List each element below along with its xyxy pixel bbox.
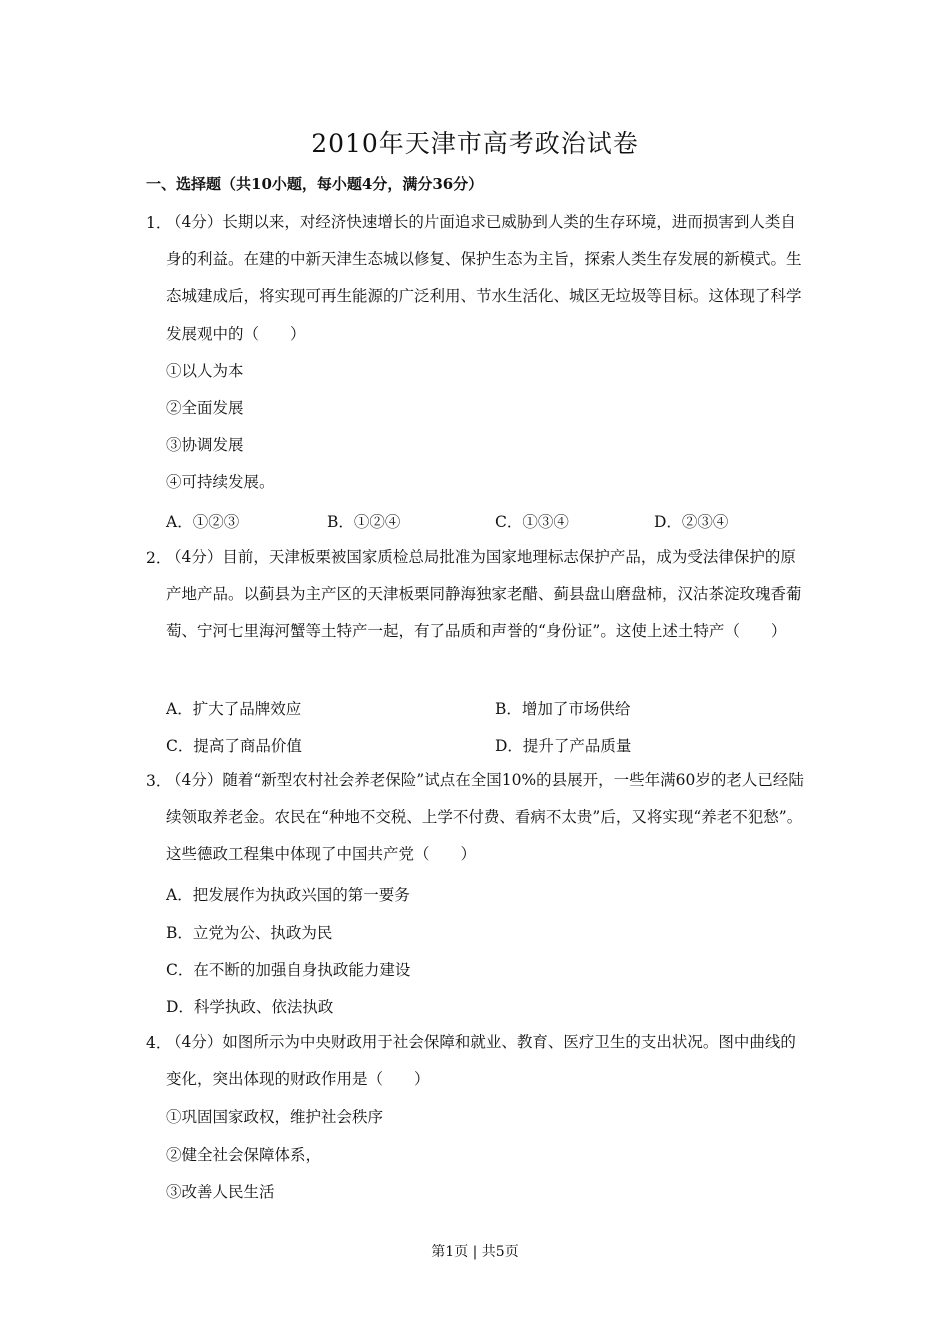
answer-option-b: B．立党为公、执政为民 bbox=[166, 924, 333, 942]
answer-option-a: A．①②③ bbox=[166, 513, 240, 531]
question-number: 2． bbox=[146, 549, 172, 567]
question-number: 3． bbox=[146, 772, 172, 790]
answer-option-c: C．①③④ bbox=[495, 513, 569, 531]
statement-item: ③协调发展 bbox=[166, 436, 244, 454]
question-text: （4分）目前，天津板栗被国家质检总局批准为国家地理标志保护产品，成为受法律保护的原产地产品。以蓟县为主产区的天津板栗同静海独家老醋、蓟县盘山磨盘柿，汉沽茶淀玫瑰香葡萄、宁河七里海河蟹等土特产一起，有了品质和声誉的“身份证”。这使上述土特产（ ） bbox=[166, 548, 802, 641]
answer-option-d: D．②③④ bbox=[654, 513, 729, 531]
page-title: 2010年天津市高考政治试卷 bbox=[311, 129, 639, 158]
question-text: （4分）长期以来，对经济快速增长的片面追求已威胁到人类的生存环境，进而损害到人类自身的利益。在建的中新天津生态城以修复、保护生态为主旨，探索人类生存发展的新模式。生态城建成后，将实现可再生能源的广泛利用、节水生活化、城区无垃圾等目标。这体现了科学发展观中的（ ） bbox=[166, 213, 802, 343]
statement-item: ①以人为本 bbox=[166, 362, 244, 380]
answer-option-c: C．在不断的加强自身执政能力建设 bbox=[166, 961, 411, 979]
answer-option-d: D．科学执政、依法执政 bbox=[166, 998, 334, 1016]
question-number: 4． bbox=[146, 1034, 172, 1052]
question-number: 1． bbox=[146, 214, 172, 232]
answer-option-c: C．提高了商品价值 bbox=[166, 737, 302, 755]
answer-option-a: A．把发展作为执政兴国的第一要务 bbox=[166, 886, 410, 904]
statement-item: ④可持续发展。 bbox=[166, 473, 275, 491]
answer-option-a: A．扩大了品牌效应 bbox=[166, 700, 302, 718]
answer-option-b: B．①②④ bbox=[327, 513, 401, 531]
statement-item: ③改善人民生活 bbox=[166, 1183, 275, 1201]
section-heading: 一、选择题（共10小题，每小题4分，满分36分） bbox=[146, 175, 484, 193]
statement-item: ①巩固国家政权，维护社会秩序 bbox=[166, 1108, 384, 1126]
page-footer: 第1页 | 共5页 bbox=[431, 1244, 519, 1260]
answer-option-d: D．提升了产品质量 bbox=[495, 737, 632, 755]
statement-item: ②全面发展 bbox=[166, 399, 244, 417]
statement-item: ②健全社会保障体系， bbox=[166, 1146, 322, 1164]
question-text: （4分）随着“新型农村社会养老保险”试点在全国10%的县展开，一些年满60岁的老人已经陆续领取养老金。农民在“种地不交税、上学不付费、看病不太贵”后，又将实现“养老不犯愁”。这些德政工程集中体现了中国共产党（ ） bbox=[166, 771, 804, 864]
answer-option-b: B．增加了市场供给 bbox=[495, 700, 631, 718]
question-text: （4分）如图所示为中央财政用于社会保障和就业、教育、医疗卫生的支出状况。图中曲线的变化，突出体现的财政作用是（ ） bbox=[166, 1033, 796, 1089]
